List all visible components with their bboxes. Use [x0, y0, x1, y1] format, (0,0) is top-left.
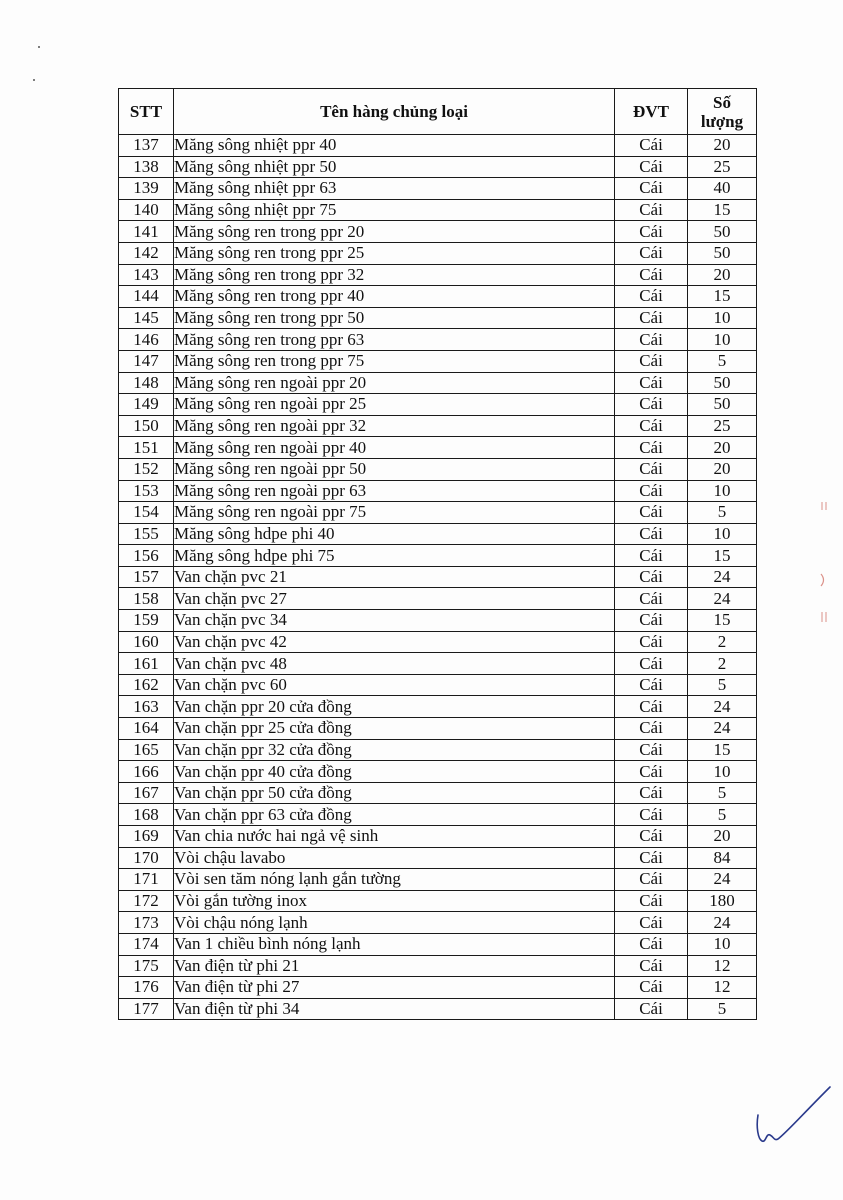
row-stt-cell: 175 [119, 955, 174, 977]
row-stt-cell: 142 [119, 242, 174, 264]
row-item-name-cell: Măng sông hdpe phi 75 [174, 545, 615, 567]
row-item-name-cell: Van chặn ppr 25 cửa đồng [174, 718, 615, 740]
row-quantity-cell: 15 [688, 610, 757, 632]
row-unit-cell: Cái [615, 372, 688, 394]
table-row [119, 394, 757, 416]
row-stt-cell: 157 [119, 566, 174, 588]
row-item-name-cell: Măng sông ren ngoài ppr 75 [174, 502, 615, 524]
row-unit-cell: Cái [615, 869, 688, 891]
row-quantity-cell: 20 [688, 135, 757, 157]
header-item-name: Tên hàng chủng loại [174, 89, 615, 135]
row-stt-cell: 170 [119, 847, 174, 869]
row-stt-cell: 144 [119, 286, 174, 308]
row-quantity-cell: 15 [688, 286, 757, 308]
row-quantity-cell: 10 [688, 761, 757, 783]
table-row [119, 653, 757, 675]
row-unit-cell: Cái [615, 458, 688, 480]
row-item-name-cell: Măng sông ren ngoài ppr 40 [174, 437, 615, 459]
row-stt-cell: 151 [119, 437, 174, 459]
row-stt-cell: 169 [119, 826, 174, 848]
row-quantity-cell: 50 [688, 394, 757, 416]
row-unit-cell: Cái [615, 199, 688, 221]
row-stt-cell: 154 [119, 502, 174, 524]
row-quantity-cell: 15 [688, 739, 757, 761]
row-item-name-cell: Măng sông ren trong ppr 63 [174, 329, 615, 351]
table-row [119, 502, 757, 524]
table-row [119, 588, 757, 610]
table-row [119, 264, 757, 286]
row-unit-cell: Cái [615, 718, 688, 740]
header-quantity-line2: lượng [700, 111, 744, 131]
table-row [119, 221, 757, 243]
table-row [119, 437, 757, 459]
table-row [119, 415, 757, 437]
row-stt-cell: 155 [119, 523, 174, 545]
header-unit: ĐVT [615, 89, 688, 135]
row-quantity-cell: 24 [688, 588, 757, 610]
row-quantity-cell: 50 [688, 242, 757, 264]
row-unit-cell: Cái [615, 156, 688, 178]
row-item-name-cell: Vòi chậu lavabo [174, 847, 615, 869]
row-stt-cell: 174 [119, 933, 174, 955]
row-item-name-cell: Vòi gắn tường inox [174, 890, 615, 912]
row-unit-cell: Cái [615, 242, 688, 264]
row-quantity-cell: 10 [688, 523, 757, 545]
row-quantity-cell: 180 [688, 890, 757, 912]
table-row [119, 307, 757, 329]
row-item-name-cell: Van chia nước hai ngả vệ sinh [174, 826, 615, 848]
row-unit-cell: Cái [615, 631, 688, 653]
table-row [119, 977, 757, 999]
row-quantity-cell: 25 [688, 156, 757, 178]
row-stt-cell: 137 [119, 135, 174, 157]
row-item-name-cell: Măng sông nhiệt ppr 50 [174, 156, 615, 178]
row-stt-cell: 171 [119, 869, 174, 891]
table-row [119, 869, 757, 891]
row-item-name-cell: Van 1 chiều bình nóng lạnh [174, 933, 615, 955]
scan-speck [33, 79, 35, 81]
row-unit-cell: Cái [615, 890, 688, 912]
row-quantity-cell: 5 [688, 804, 757, 826]
row-item-name-cell: Van chặn pvc 60 [174, 674, 615, 696]
header-quantity-line1: Số [713, 92, 731, 112]
row-stt-cell: 164 [119, 718, 174, 740]
row-stt-cell: 145 [119, 307, 174, 329]
row-quantity-cell: 10 [688, 480, 757, 502]
row-item-name-cell: Măng sông ren trong ppr 40 [174, 286, 615, 308]
row-unit-cell: Cái [615, 696, 688, 718]
row-stt-cell: 167 [119, 782, 174, 804]
row-quantity-cell: 12 [688, 955, 757, 977]
row-unit-cell: Cái [615, 998, 688, 1020]
row-stt-cell: 160 [119, 631, 174, 653]
row-stt-cell: 152 [119, 458, 174, 480]
row-unit-cell: Cái [615, 566, 688, 588]
row-unit-cell: Cái [615, 653, 688, 675]
table-row [119, 631, 757, 653]
table-row [119, 847, 757, 869]
table-row [119, 955, 757, 977]
table-row [119, 135, 757, 157]
row-unit-cell: Cái [615, 415, 688, 437]
table-row [119, 933, 757, 955]
table-row [119, 458, 757, 480]
row-stt-cell: 148 [119, 372, 174, 394]
row-stt-cell: 162 [119, 674, 174, 696]
row-item-name-cell: Van chặn pvc 27 [174, 588, 615, 610]
row-stt-cell: 163 [119, 696, 174, 718]
row-item-name-cell: Măng sông ren ngoài ppr 25 [174, 394, 615, 416]
row-unit-cell: Cái [615, 761, 688, 783]
table-row [119, 286, 757, 308]
row-unit-cell: Cái [615, 739, 688, 761]
table-row [119, 912, 757, 934]
row-unit-cell: Cái [615, 782, 688, 804]
row-quantity-cell: 5 [688, 350, 757, 372]
table-row [119, 523, 757, 545]
table-row [119, 998, 757, 1020]
row-quantity-cell: 5 [688, 502, 757, 524]
scan-speck [38, 46, 40, 48]
table-row [119, 826, 757, 848]
row-stt-cell: 177 [119, 998, 174, 1020]
row-quantity-cell: 20 [688, 264, 757, 286]
row-unit-cell: Cái [615, 912, 688, 934]
row-unit-cell: Cái [615, 286, 688, 308]
margin-mark-graphic [818, 500, 830, 640]
row-quantity-cell: 84 [688, 847, 757, 869]
row-stt-cell: 161 [119, 653, 174, 675]
row-quantity-cell: 24 [688, 912, 757, 934]
row-quantity-cell: 10 [688, 933, 757, 955]
row-quantity-cell: 2 [688, 631, 757, 653]
row-quantity-cell: 15 [688, 545, 757, 567]
row-quantity-cell: 15 [688, 199, 757, 221]
row-item-name-cell: Măng sông ren trong ppr 20 [174, 221, 615, 243]
row-item-name-cell: Van chặn pvc 21 [174, 566, 615, 588]
row-stt-cell: 176 [119, 977, 174, 999]
row-stt-cell: 150 [119, 415, 174, 437]
table-row [119, 696, 757, 718]
row-stt-cell: 140 [119, 199, 174, 221]
row-item-name-cell: Van chặn ppr 20 cửa đồng [174, 696, 615, 718]
row-unit-cell: Cái [615, 329, 688, 351]
table-row [119, 242, 757, 264]
table-row [119, 350, 757, 372]
table-row [119, 674, 757, 696]
row-stt-cell: 149 [119, 394, 174, 416]
row-item-name-cell: Măng sông ren ngoài ppr 20 [174, 372, 615, 394]
row-stt-cell: 138 [119, 156, 174, 178]
table-row [119, 718, 757, 740]
margin-marks [818, 500, 830, 640]
row-item-name-cell: Vòi chậu nóng lạnh [174, 912, 615, 934]
row-stt-cell: 153 [119, 480, 174, 502]
row-unit-cell: Cái [615, 523, 688, 545]
row-stt-cell: 172 [119, 890, 174, 912]
row-quantity-cell: 50 [688, 221, 757, 243]
table-row [119, 480, 757, 502]
row-stt-cell: 158 [119, 588, 174, 610]
row-item-name-cell: Van điện từ phi 27 [174, 977, 615, 999]
row-item-name-cell: Măng sông ren trong ppr 75 [174, 350, 615, 372]
row-unit-cell: Cái [615, 394, 688, 416]
row-quantity-cell: 24 [688, 718, 757, 740]
row-quantity-cell: 20 [688, 437, 757, 459]
header-stt: STT [119, 89, 174, 135]
table-row [119, 545, 757, 567]
row-item-name-cell: Măng sông nhiệt ppr 75 [174, 199, 615, 221]
row-unit-cell: Cái [615, 955, 688, 977]
row-quantity-cell: 5 [688, 998, 757, 1020]
table-body [119, 135, 757, 1020]
row-quantity-cell: 10 [688, 329, 757, 351]
row-unit-cell: Cái [615, 307, 688, 329]
row-unit-cell: Cái [615, 135, 688, 157]
table-row [119, 566, 757, 588]
row-unit-cell: Cái [615, 221, 688, 243]
row-quantity-cell: 12 [688, 977, 757, 999]
handwritten-signature [752, 1075, 842, 1155]
table-row [119, 804, 757, 826]
row-stt-cell: 173 [119, 912, 174, 934]
row-stt-cell: 139 [119, 178, 174, 200]
row-quantity-cell: 24 [688, 869, 757, 891]
row-unit-cell: Cái [615, 933, 688, 955]
row-item-name-cell: Măng sông ren trong ppr 32 [174, 264, 615, 286]
row-quantity-cell: 20 [688, 458, 757, 480]
row-item-name-cell: Măng sông ren trong ppr 25 [174, 242, 615, 264]
row-item-name-cell: Van điện từ phi 34 [174, 998, 615, 1020]
table-row [119, 329, 757, 351]
row-item-name-cell: Măng sông hdpe phi 40 [174, 523, 615, 545]
row-unit-cell: Cái [615, 804, 688, 826]
row-stt-cell: 156 [119, 545, 174, 567]
row-unit-cell: Cái [615, 480, 688, 502]
row-quantity-cell: 5 [688, 782, 757, 804]
row-stt-cell: 143 [119, 264, 174, 286]
row-unit-cell: Cái [615, 610, 688, 632]
table-row [119, 739, 757, 761]
row-item-name-cell: Van chặn pvc 48 [174, 653, 615, 675]
row-unit-cell: Cái [615, 977, 688, 999]
row-quantity-cell: 50 [688, 372, 757, 394]
row-item-name-cell: Van chặn pvc 34 [174, 610, 615, 632]
row-item-name-cell: Măng sông ren ngoài ppr 63 [174, 480, 615, 502]
row-stt-cell: 146 [119, 329, 174, 351]
table-row [119, 890, 757, 912]
row-quantity-cell: 2 [688, 653, 757, 675]
table-row [119, 199, 757, 221]
row-item-name-cell: Măng sông ren ngoài ppr 32 [174, 415, 615, 437]
row-unit-cell: Cái [615, 350, 688, 372]
row-item-name-cell: Van chặn pvc 42 [174, 631, 615, 653]
row-item-name-cell: Vòi sen tăm nóng lạnh gắn tường [174, 869, 615, 891]
row-item-name-cell: Van chặn ppr 50 cửa đồng [174, 782, 615, 804]
row-stt-cell: 141 [119, 221, 174, 243]
row-item-name-cell: Măng sông ren trong ppr 50 [174, 307, 615, 329]
row-unit-cell: Cái [615, 826, 688, 848]
row-unit-cell: Cái [615, 588, 688, 610]
row-unit-cell: Cái [615, 502, 688, 524]
row-quantity-cell: 25 [688, 415, 757, 437]
row-stt-cell: 147 [119, 350, 174, 372]
table-row [119, 156, 757, 178]
row-item-name-cell: Măng sông nhiệt ppr 63 [174, 178, 615, 200]
row-stt-cell: 166 [119, 761, 174, 783]
header-quantity [688, 89, 757, 135]
table-row [119, 782, 757, 804]
table-row [119, 610, 757, 632]
table-header-row [119, 89, 757, 135]
row-quantity-cell: 24 [688, 566, 757, 588]
row-unit-cell: Cái [615, 264, 688, 286]
row-unit-cell: Cái [615, 437, 688, 459]
table-row [119, 178, 757, 200]
row-stt-cell: 168 [119, 804, 174, 826]
row-stt-cell: 159 [119, 610, 174, 632]
row-unit-cell: Cái [615, 178, 688, 200]
row-item-name-cell: Van chặn ppr 32 cửa đồng [174, 739, 615, 761]
row-stt-cell: 165 [119, 739, 174, 761]
row-item-name-cell: Van chặn ppr 40 cửa đồng [174, 761, 615, 783]
row-item-name-cell: Măng sông ren ngoài ppr 50 [174, 458, 615, 480]
goods-table [118, 88, 757, 1020]
row-quantity-cell: 24 [688, 696, 757, 718]
row-item-name-cell: Măng sông nhiệt ppr 40 [174, 135, 615, 157]
row-item-name-cell: Van chặn ppr 63 cửa đồng [174, 804, 615, 826]
row-unit-cell: Cái [615, 847, 688, 869]
row-unit-cell: Cái [615, 545, 688, 567]
table-row [119, 372, 757, 394]
row-quantity-cell: 20 [688, 826, 757, 848]
table-row [119, 761, 757, 783]
row-quantity-cell: 40 [688, 178, 757, 200]
row-unit-cell: Cái [615, 674, 688, 696]
row-item-name-cell: Van điện từ phi 21 [174, 955, 615, 977]
row-quantity-cell: 5 [688, 674, 757, 696]
row-quantity-cell: 10 [688, 307, 757, 329]
